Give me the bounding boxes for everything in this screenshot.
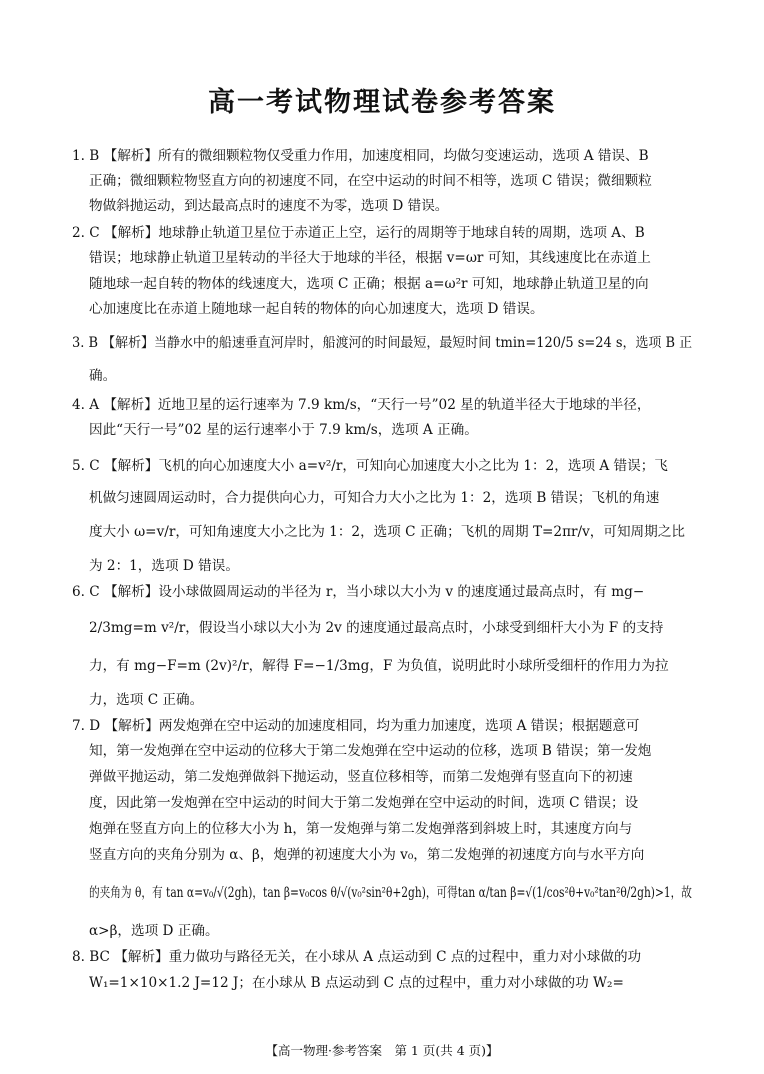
text-line: 机做匀速圆周运动时，合力提供向心力，可知合力大小之比为 1：2，选项 B 错误；飞机的角速	[89, 490, 660, 506]
page-footer: 【高一物理·参考答案 第 1 页(共 4 页)】	[265, 1043, 499, 1058]
text-line: 知，第一发炮弹在空中运动的位移大于第二发炮弹在空中运动的位移，选项 B 错误；第一发炮	[89, 743, 652, 759]
text-line: 正确；微细颗粒物竖直方向的初速度不同，在空中运动的时间不相等，选项 C 错误；微细颗粒	[89, 173, 652, 189]
text-line: 3. B 【解析】当静水中的船速垂直河岸时，船渡河的时间最短，最短时间 tmin=120/5 s=24 s，选项 B 正	[72, 335, 693, 351]
text-line: 1. B 【解析】所有的微细颗粒物仅受重力作用，加速度相同，均做匀变速运动，选项 A 错误、B	[72, 148, 649, 164]
text-line: 为 2：1，选项 D 错误。	[89, 558, 239, 574]
text-line: 度大小 ω=v/r，可知角速度大小之比为 1：2，选项 C 正确；飞机的周期 T=2πr/v，可知周期之比	[89, 524, 685, 540]
text-line: α>β，选项 D 正确。	[89, 923, 219, 939]
page-title: 高一考试物理试卷参考答案	[208, 87, 556, 118]
text-line: 随地球一起自转的物体的线速度大，选项 C 正确；根据 a=ω²r 可知，地球静止轨道卫星的向	[89, 276, 649, 292]
text-line: 错误；地球静止轨道卫星转动的半径大于地球的半径，根据 v=ωr 可知，其线速度比在赤道上	[89, 250, 651, 266]
text-line: W₁=1×10×1.2 J=12 J；在小球从 B 点运动到 C 点的过程中，重力对小球做的功 W₂=	[89, 975, 624, 991]
text-line: 7. D 【解析】两发炮弹在空中运动的加速度相同，均为重力加速度，选项 A 错误；根据题意可	[72, 718, 640, 734]
text-line: 4. A 【解析】近地卫星的运行速率为 7.9 km/s，“天行一号”02 星的轨道半径大于地球的半径，	[72, 397, 651, 413]
text-line: 度，因此第一发炮弹在空中运动的时间大于第二发炮弹在空中运动的时间，选项 C 错误；设	[89, 795, 639, 811]
text-line: 5. C 【解析】飞机的向心加速度大小 a=v²/r，可知向心加速度大小之比为 1：2，选项 A 错误；飞	[72, 458, 668, 474]
text-line: 2/3mg=m v²/r，假设当小球以大小为 2v 的速度通过最高点时，小球受到细杆大小为 F 的支持	[89, 620, 664, 636]
text-line: 的夹角为 θ，有 tan α=v₀/√(2gh)，tan β=v₀cos θ/√(v₀²sin²θ+2gh)，可得tan α/tan β=√(1/cos²θ+v₀²tan²θ/2gh)>1，故	[89, 885, 692, 901]
text-line: 2. C 【解析】地球静止轨道卫星位于赤道正上空，运行的周期等于地球自转的周期，选项 A、B	[72, 225, 645, 241]
text-line: 确。	[89, 368, 117, 384]
text-line: 竖直方向的夹角分别为 α、β，炮弹的初速度大小为 v₀，第二发炮弹的初速度方向与水平方向	[89, 847, 645, 863]
text-line: 因此“天行一号”02 星的运行速率小于 7.9 km/s，选项 A 正确。	[89, 422, 478, 438]
text-line: 炮弹在竖直方向上的位移大小为 h，第一发炮弹与第二发炮弹落到斜坡上时，其速度方向与	[89, 821, 633, 837]
text-line: 力，选项 C 正确。	[89, 692, 204, 708]
text-line: 8. BC 【解析】重力做功与路径无关，在小球从 A 点运动到 C 点的过程中，重力对小球做的功	[72, 949, 642, 965]
text-line: 物做斜抛运动，到达最高点时的速度不为零，选项 D 错误。	[89, 198, 449, 214]
text-line: 心加速度比在赤道上随地球一起自转的物体的向心加速度大，选项 D 错误。	[89, 301, 544, 317]
text-line: 6. C 【解析】设小球做圆周运动的半径为 r，当小球以大小为 v 的速度通过最高点时，有 mg−	[72, 584, 645, 600]
text-line: 弹做平抛运动，第二发炮弹做斜下抛运动，竖直位移相等，而第二发炮弹有竖直向下的初速	[89, 769, 633, 785]
text-line: 力，有 mg−F=m (2v)²/r，解得 F=−1/3mg，F 为负值，说明此时小球所受细杆的作用力为拉	[89, 658, 669, 674]
